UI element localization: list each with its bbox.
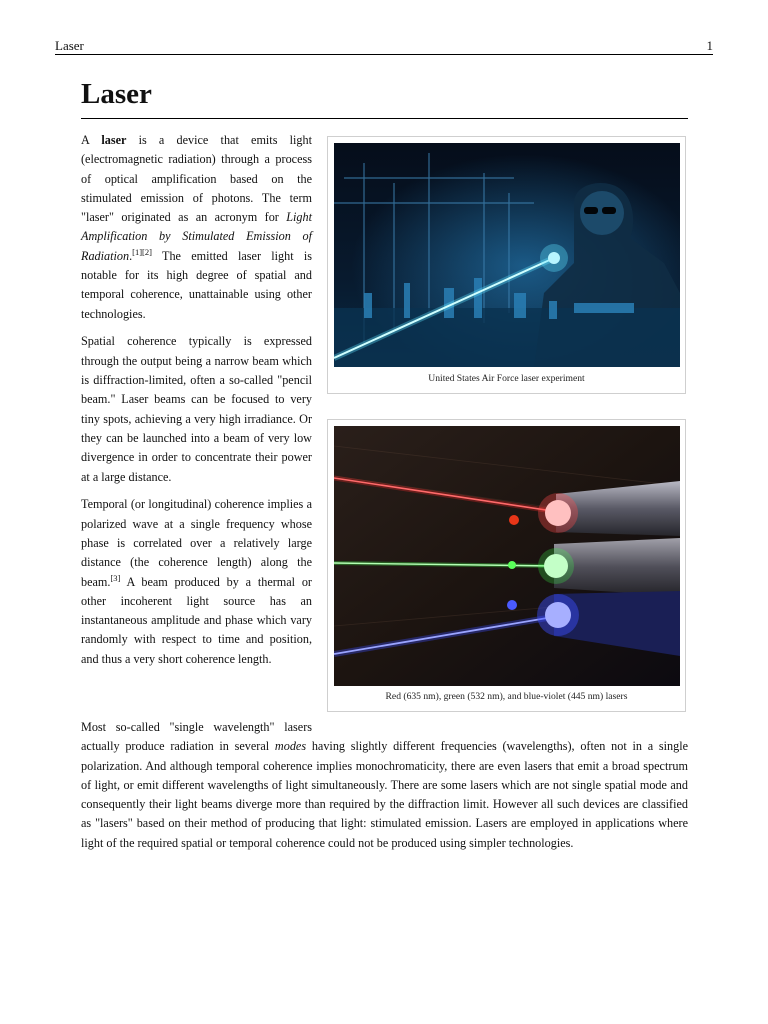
title-rule — [81, 118, 688, 119]
page-number: 1 — [706, 38, 713, 53]
figure-caption-colored-lasers: Red (635 nm), green (532 nm), and blue-violet (445 nm) lasers — [385, 691, 628, 702]
air-force-laser-photo[interactable] — [334, 143, 680, 367]
paragraph-temporal-coherence: Temporal (or longitudinal) coherence implies a polarized wave at a single frequency whose phase is correlated over a relatively large distance (the coherence length) along the beam.[3] A beam produced by a thermal or other incoherent light source has an instantaneous amplitude and phase which vary randomly with respect to time and position, and thus a very short coherence length. — [81, 497, 312, 666]
reference-link-3[interactable]: [3] — [110, 572, 121, 583]
term-laser: laser — [101, 133, 127, 147]
paragraph-single-wavelength: Most so-called "single wavelength" lasers actually produce radiation in several modes having slightly different frequencies (wavelengths), often not in a single polarization. And although temporal coherence implies monochromaticity, there are even lasers that emit a broad spectrum of light, or emit different wavelengths of light simultaneously. There are some lasers which are not single spatial mode and consequently their light beams diverge more than required by the diffraction limit. However all such devices are classified as "lasers" based on their method of producing that light: stimulated emission. Lasers are employed in applications where light of the required spatial or temporal coherence could not be produced using simpler technologies. — [81, 720, 688, 850]
figure-colored-lasers — [327, 419, 686, 712]
article-left-column — [81, 131, 312, 678]
reference-link-2[interactable]: [2] — [142, 246, 152, 257]
figure-air-force-laser — [327, 136, 686, 394]
figure-caption-air-force: United States Air Force laser experiment — [428, 373, 585, 384]
term-modes: modes — [274, 739, 307, 754]
colored-lasers-photo[interactable] — [334, 426, 680, 686]
running-header-title: Laser — [55, 38, 84, 53]
paragraph-intro: A laser is a device that emits light (electromagnetic radiation) through a process of optical amplification based on the stimulated emission of photons. The term "laser" originated as an acronym for Light Amplification by Stimulated Emission of Radiation.[1][2] The emitted laser light is notable for its high degree of spatial and temporal coherence, unattainable using other technologies. — [81, 133, 312, 321]
acronym-expansion: Light Amplification by Stimulated Emission of Radiation — [81, 210, 312, 263]
running-header — [55, 38, 713, 55]
article-title: Laser — [81, 78, 152, 110]
reference-link-1[interactable]: [1] — [132, 246, 143, 257]
paragraph-spatial-coherence: Spatial coherence typically is expressed through the output being a narrow beam which is diffraction-limited, often a so-called "pencil beam." Laser beams can be focused to very tiny spots, achieving a very high irradiance. Or they can be launched into a beam of very low divergence in order to concentrate their power at a large distance. — [81, 334, 312, 484]
